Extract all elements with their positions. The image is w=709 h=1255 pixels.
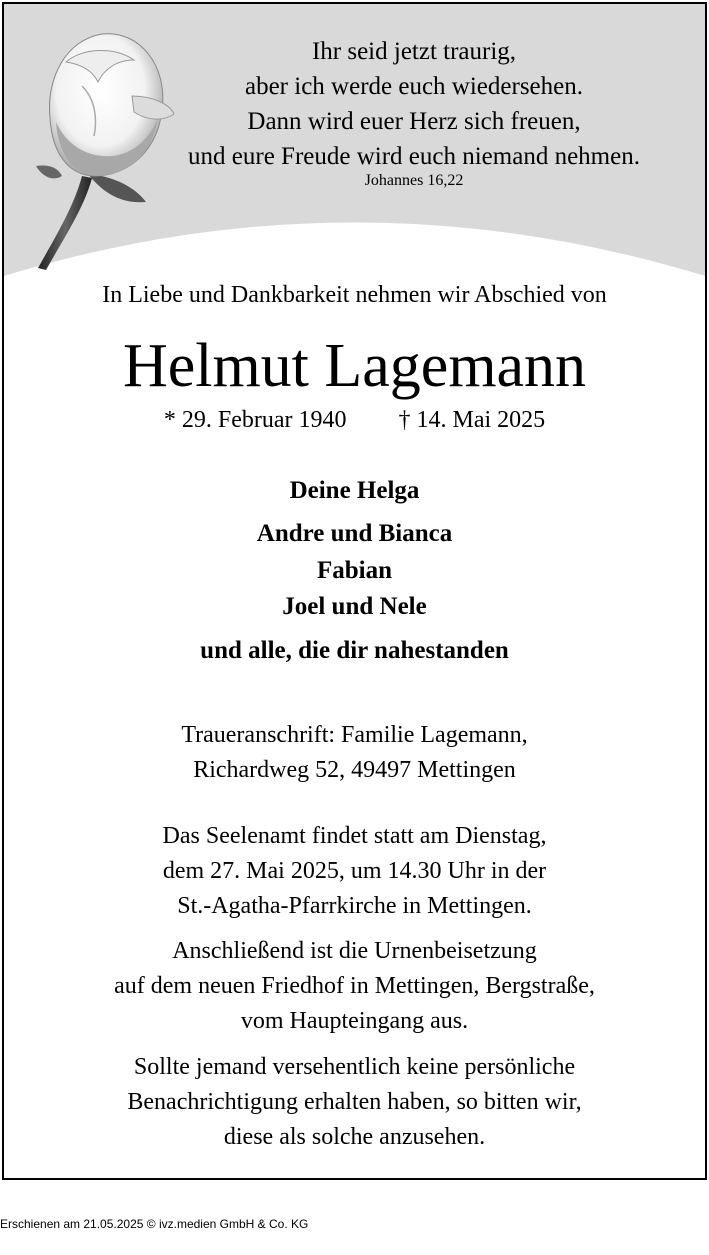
notice-line: Sollte jemand versehentlich keine persönliche [133, 1054, 576, 1080]
address-line: Richardweg 52, 49497 Mettingen [193, 757, 516, 783]
service-block [4, 819, 705, 924]
notice-line: Benachrichtigung erhalten haben, so bitten wir, [127, 1089, 582, 1115]
service-line: Das Seelenamt findet statt am Dienstag, [162, 823, 547, 849]
notice-line: diese als solche anzusehen. [223, 1124, 486, 1150]
verse-line: und eure Freude wird euch niemand nehmen. [188, 143, 640, 170]
service-line: St.-Agatha-Pfarrkirche in Mettingen. [177, 893, 532, 919]
burial-block [4, 934, 705, 1039]
intro-text: In Liebe und Dankbarkeit nehmen wir Abschied von [102, 282, 607, 308]
death-date: † 14. Mai 2025 [398, 407, 546, 433]
verse [154, 34, 674, 174]
mourner-name: Joel und Nele [282, 593, 427, 620]
burial-line: Anschließend ist die Urnenbeisetzung [172, 938, 537, 964]
notice-block [4, 1050, 705, 1155]
verse-reference: Johannes 16,22 [364, 172, 464, 189]
address-line: Traueranschrift: Familie Lagemann, [181, 722, 528, 748]
obituary-card [2, 2, 707, 1180]
verse-line: Dann wird euer Herz sich freuen, [247, 108, 581, 135]
burial-line: auf dem neuen Friedhof in Mettingen, Bergstraße, [114, 973, 595, 999]
deceased-name: Helmut Lagemann [122, 332, 587, 400]
life-dates [4, 407, 705, 434]
burial-line: vom Haupteingang aus. [240, 1008, 469, 1034]
mourner-name: Fabian [316, 557, 393, 584]
mourner-name: und alle, die dir nahestanden [200, 637, 509, 664]
mourner-name: Deine Helga [289, 477, 420, 504]
verse-line: Ihr seid jetzt traurig, [311, 38, 517, 65]
service-line: dem 27. Mai 2025, um 14.30 Uhr in der [162, 858, 547, 884]
mourner-name: Andre und Bianca [256, 520, 453, 547]
birth-date: * 29. Februar 1940 [163, 407, 347, 433]
publication-footer: Erschienen am 21.05.2025 © ivz.medien GmbH & Co. KG [0, 1217, 309, 1231]
address-block [4, 718, 705, 788]
verse-line: aber ich werde euch wiedersehen. [244, 73, 583, 100]
